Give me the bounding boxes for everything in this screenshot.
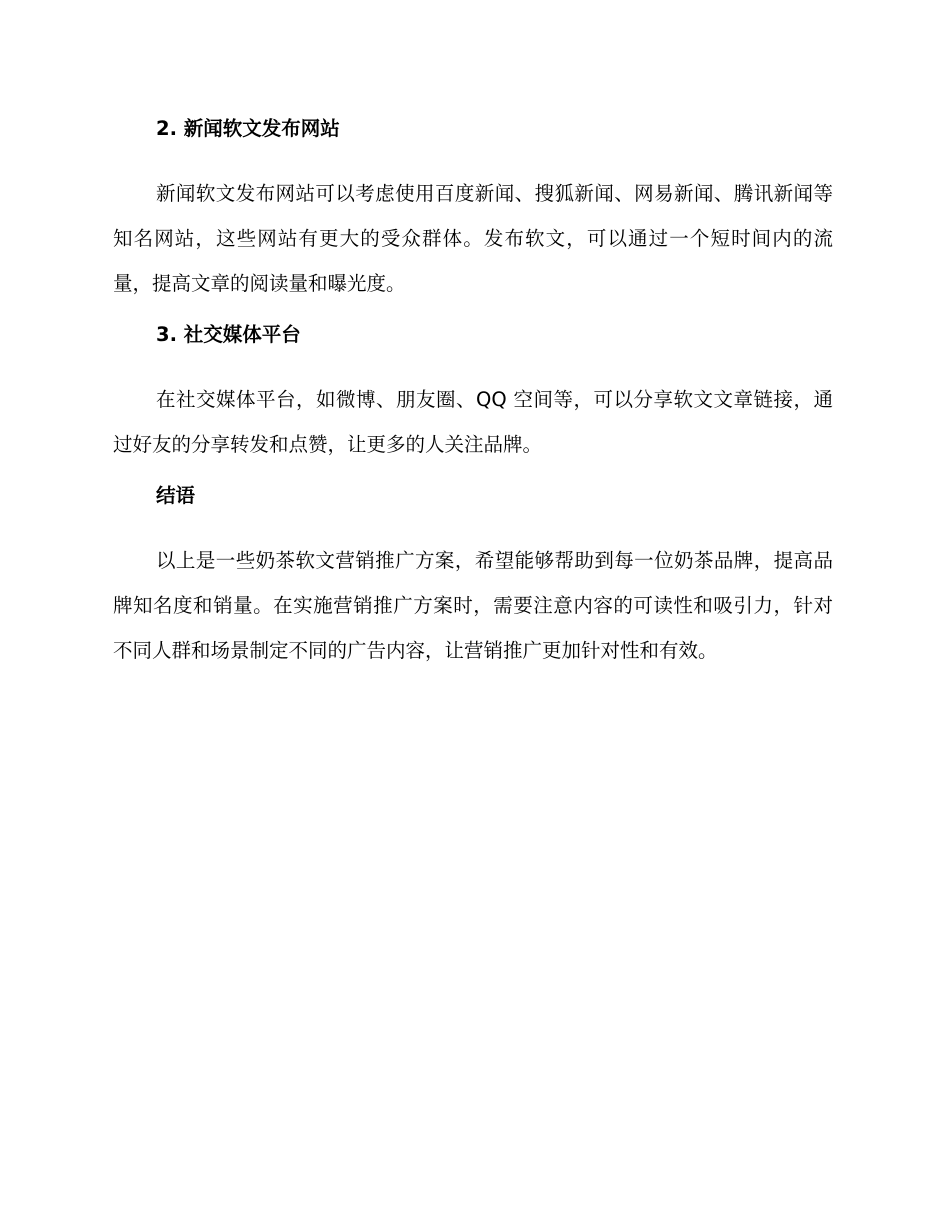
section-heading-news-sites: 2. 新闻软文发布网站 — [156, 117, 340, 140]
section-heading-social-media: 3. 社交媒体平台 — [156, 323, 301, 346]
section-paragraph-conclusion: 以上是一些奶茶软文营销推广方案，希望能够帮助到每一位奶茶品牌，提高品牌知名度和销量。在实施营销推广方案时，需要注意内容的可读性和吸引力，针对不同人群和场景制定不同的广告内容，让营销推广更加针对性和有效。 — [113, 549, 833, 662]
section-paragraph-news-sites: 新闻软文发布网站可以考虑使用百度新闻、搜狐新闻、网易新闻、腾讯新闻等知名网站，这些网站有更大的受众群体。发布软文，可以通过一个短时间内的流量，提高文章的阅读量和曝光度。 — [113, 182, 833, 295]
section-paragraph-social-media: 在社交媒体平台，如微博、朋友圈、QQ 空间等，可以分享软文文章链接，通过好友的分享转发和点赞，让更多的人关注品牌。 — [113, 388, 833, 456]
document-body — [113, 113, 833, 686]
section-heading-conclusion: 结语 — [156, 484, 196, 507]
